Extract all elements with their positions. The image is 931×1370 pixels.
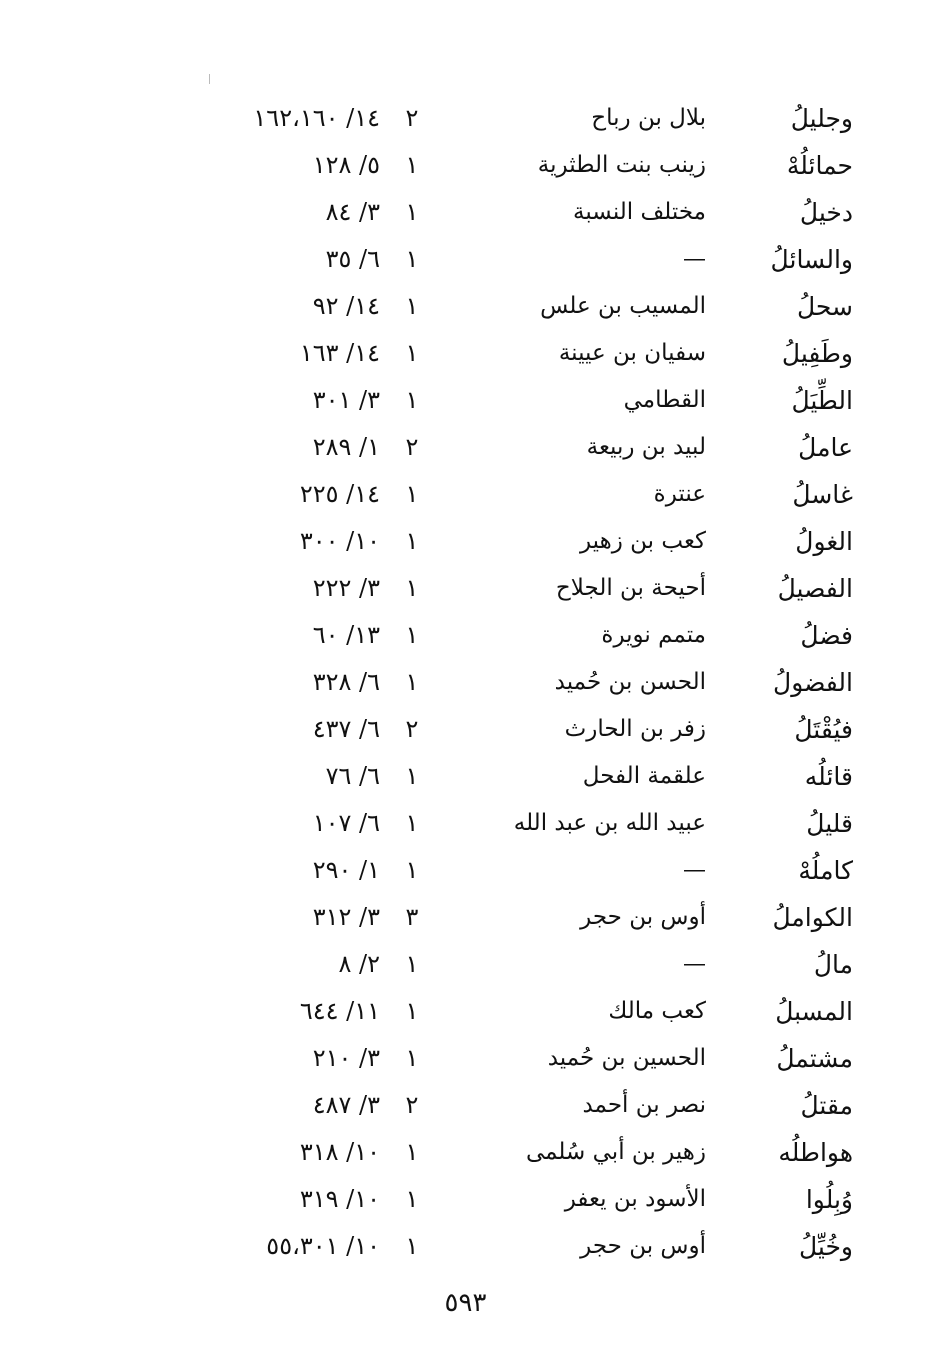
volume-page-reference: ٣/ ٢١٠ [312,1044,380,1072]
poet-name: كعب مالك [608,998,706,1024]
rhyme-word: مقتلُ [800,1091,853,1120]
poet-name: زينب بنت الطثرية [537,152,706,178]
volume-page-reference: ٣/ ٤٨٧ [312,1091,380,1119]
verse-count: ١ [405,574,419,602]
rhyme-word: وطَفِيلُ [781,339,853,368]
index-row [0,471,931,518]
volume-page-reference: ١٣/ ٦٠ [312,621,380,649]
poet-name: القطامي [623,387,706,413]
rhyme-word: الكواملُ [772,903,853,932]
rhyme-word: غاسلُ [792,480,853,509]
index-row [0,142,931,189]
index-row [0,424,931,471]
volume-page-reference: ١٠/ ٥٥،٣٠١ [266,1232,380,1260]
poet-name: كعب بن زهير [579,528,706,554]
verse-count: ١ [405,668,419,696]
volume-page-reference: ١٠/ ٣١٩ [299,1185,380,1213]
volume-page-reference: ٣/ ٣١٢ [312,903,380,931]
volume-page-reference: ٦/ ٧٦ [325,762,380,790]
poet-name: نصر بن أحمد [582,1092,706,1118]
index-row [0,1035,931,1082]
rhyme-word: قليلُ [806,809,853,838]
volume-page-reference: ٣/ ٢٢٢ [312,574,380,602]
index-row [0,753,931,800]
poet-name: المسيب بن علس [540,293,706,319]
rhyme-word: حمائلُهْ [786,151,853,180]
index-row [0,988,931,1035]
verse-count: ١ [405,245,419,273]
index-row [0,283,931,330]
rhyme-word: مالُ [813,950,853,979]
index-row [0,612,931,659]
volume-page-reference: ٢/ ٨ [338,950,380,978]
verse-count: ١ [405,480,419,508]
verse-count: ٣ [405,903,419,931]
index-row [0,518,931,565]
poet-name: بلال بن رباح [591,105,706,131]
index-row [0,1129,931,1176]
index-row [0,847,931,894]
verse-count: ٢ [405,715,419,743]
poet-name: زفر بن الحارث [564,716,706,742]
index-row [0,1223,931,1270]
rhyme-word: المسبلُ [775,997,853,1026]
volume-page-reference: ٦/ ٤٣٧ [312,715,380,743]
volume-page-reference: ١٤/ ١٦٣ [299,339,380,367]
rhyme-word: وُبِلُوا [805,1185,853,1214]
poet-name: الأسود بن يعفر [564,1186,706,1212]
verse-count: ١ [405,762,419,790]
poet-name: الحسين بن حُميد [547,1045,706,1071]
volume-page-reference: ١١/ ٦٤٤ [299,997,380,1025]
index-row [0,1082,931,1129]
rhyme-word: فيُقْتَلُ [794,715,853,744]
volume-page-reference: ١٤/ ١٦٢،١٦٠ [253,104,380,132]
volume-page-reference: ١٠/ ٣١٨ [299,1138,380,1166]
index-row [0,659,931,706]
verse-count: ١ [405,950,419,978]
rhyme-word: كاملُهْ [798,856,853,885]
rhyme-word: الغولُ [795,527,853,556]
verse-count: ١ [405,1232,419,1260]
verse-count: ١ [405,1138,419,1166]
poet-name: مختلف النسبة [573,199,706,225]
rhyme-word: وخُيِّلُ [798,1232,853,1261]
verse-count: ١ [405,527,419,555]
poet-name: — [683,951,706,977]
index-row [0,236,931,283]
rhyme-word: دخيلُ [799,198,853,227]
volume-page-reference: ١٤/ ٢٢٥ [299,480,380,508]
index-row [0,95,931,142]
poet-name: متمم نويرة [601,622,706,648]
verse-count: ١ [405,339,419,367]
margin-mark [209,74,210,84]
volume-page-reference: ١/ ٢٩٠ [312,856,380,884]
verse-count: ١ [405,621,419,649]
volume-page-reference: ٣/ ٨٤ [325,198,380,226]
poet-name: لبيد بن ربيعة [586,434,706,460]
index-row [0,706,931,753]
poet-name: عبيد الله بن عبد الله [513,810,706,836]
poet-name: علقمة الفحل [582,763,706,789]
poet-name: الحسن بن حُميد [554,669,706,695]
verse-count: ١ [405,386,419,414]
index-row [0,189,931,236]
page-number: ٥٩٣ [444,1288,487,1318]
volume-page-reference: ١/ ٢٨٩ [312,433,380,461]
verse-count: ١ [405,809,419,837]
index-row [0,800,931,847]
rhyme-word: هواطلُه [778,1138,853,1167]
index-row [0,894,931,941]
poet-name: سفيان بن عيينة [558,340,706,366]
index-row [0,330,931,377]
rhyme-word: قائلُه [804,762,853,791]
volume-page-reference: ١٤/ ٩٢ [312,292,380,320]
poet-name: عنترة [653,481,706,507]
index-row [0,1176,931,1223]
poet-name: أحيحة بن الجلاح [555,575,706,601]
rhyme-word: وجليلُ [790,104,853,133]
rhyme-word: عاملُ [798,433,853,462]
poet-name: — [683,857,706,883]
poet-name: أوس بن حجر [580,904,706,930]
index-row [0,565,931,612]
volume-page-reference: ٦/ ١٠٧ [312,809,380,837]
verse-count: ١ [405,151,419,179]
verse-count: ٢ [405,433,419,461]
verse-count: ١ [405,1185,419,1213]
poet-name: زهير بن أبي سُلمى [525,1139,706,1165]
verse-count: ١ [405,292,419,320]
rhyme-word: فضلُ [800,621,853,650]
verse-count: ١ [405,997,419,1025]
verse-count: ٢ [405,1091,419,1119]
rhyme-word: الطِّيَلُ [791,386,853,415]
rhyme-word: الفصيلُ [777,574,853,603]
volume-page-reference: ٦/ ٣٢٨ [312,668,380,696]
poet-name: أوس بن حجر [580,1233,706,1259]
rhyme-index-table [0,95,931,1270]
verse-count: ١ [405,1044,419,1072]
verse-count: ٢ [405,104,419,132]
rhyme-word: مشتملُ [776,1044,853,1073]
rhyme-word: والسائلُ [770,245,853,274]
poet-name: — [683,246,706,272]
rhyme-word: سحلُ [796,292,853,321]
volume-page-reference: ٣/ ٣٠١ [312,386,380,414]
volume-page-reference: ١٠/ ٣٠٠ [299,527,380,555]
verse-count: ١ [405,856,419,884]
rhyme-word: الفضولُ [773,668,853,697]
volume-page-reference: ٥/ ١٢٨ [312,151,380,179]
index-row [0,377,931,424]
index-row [0,941,931,988]
verse-count: ١ [405,198,419,226]
volume-page-reference: ٦/ ٣٥ [325,245,380,273]
